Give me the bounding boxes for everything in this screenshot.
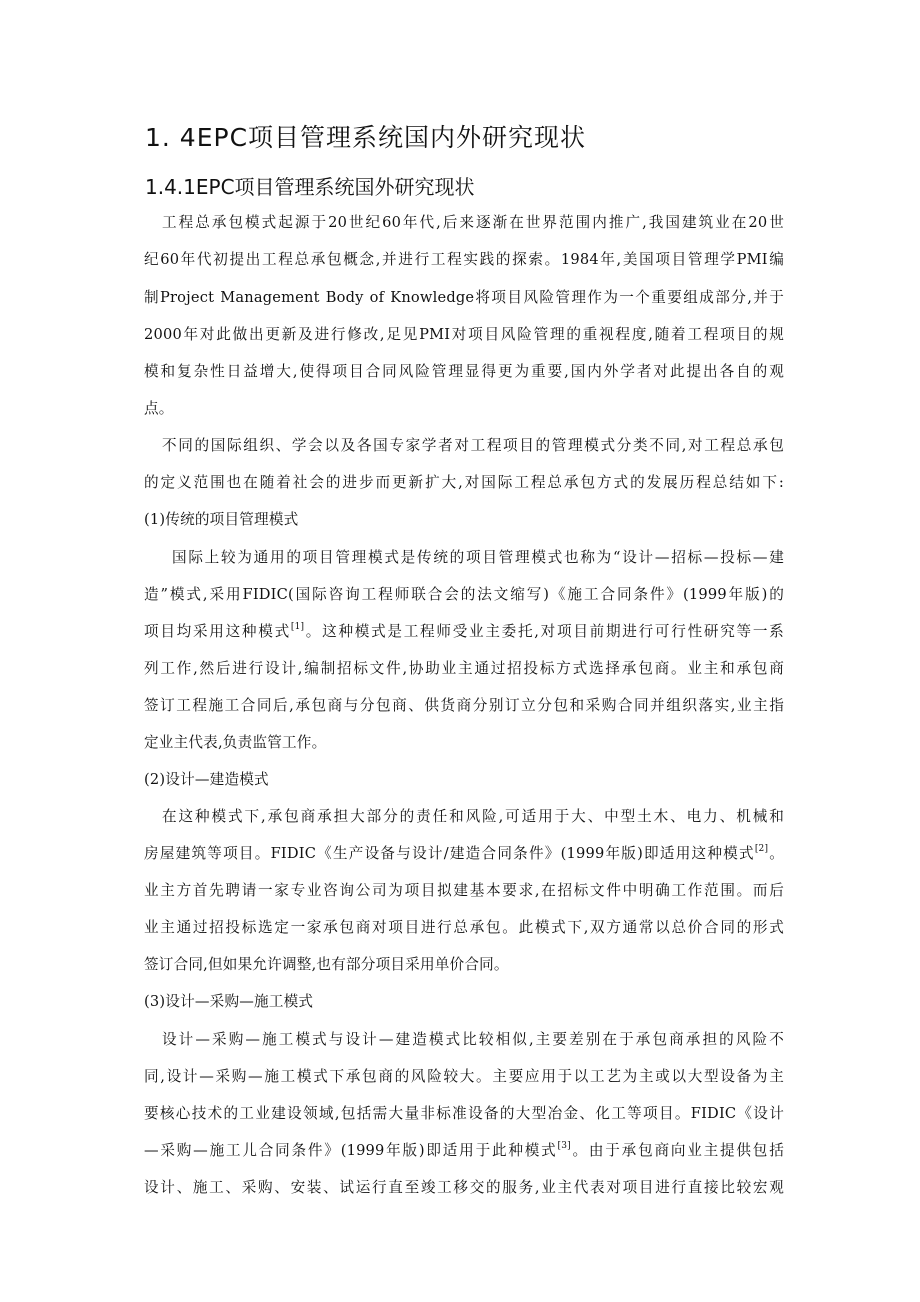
paragraph-line <box>144 844 784 864</box>
text-run: —采购—施工儿合同条件》(1999年版)即适用于此种模式 <box>144 1142 558 1159</box>
paragraph-line <box>144 1141 784 1161</box>
paragraph-line: 模和复杂性日益增大,使得项目合同风险管理显得更为重要,国内外学者对此提出各自的观 <box>144 363 784 380</box>
paragraph-line: 制Project Management Body of Knowledge将项目风险管理作为一个重要组成部分,并于 <box>144 289 784 306</box>
text-run: 房屋建筑等项目。FIDIC《生产设备与设计/建造合同条件》(1999年版)即适用这种模式 <box>144 845 755 862</box>
list-heading-1: (1)传统的项目管理模式 <box>144 511 299 528</box>
paragraph-line: 点。 <box>144 400 174 417</box>
paragraph-line: 签订工程施工合同后,承包商与分包商、供货商分别订立分包和采购合同并组织落实,业主指 <box>144 697 784 714</box>
paragraph-line: 定业主代表,负责监管工作。 <box>144 734 327 751</box>
paragraph-line: 造”模式,采用FIDIC(国际咨询工程师联合会的法文缩写)《施工合同条件》(1999年版)的 <box>144 586 784 603</box>
paragraph-line: 签订合同,但如果允许调整,也有部分项目采用单价合同。 <box>144 956 509 973</box>
list-heading-2: (2)设计—建造模式 <box>144 771 269 788</box>
paragraph-line: 国际上较为通用的项目管理模式是传统的项目管理模式也称为“设计—招标—投标—建 <box>172 549 784 566</box>
paragraph-line: 要核心技术的工业建设领域,包括需大量非标准设备的大型冶金、化工等项目。FIDIC《设计 <box>144 1105 784 1122</box>
paragraph-line: 不同的国际组织、学会以及各国专家学者对工程项目的管理模式分类不同,对工程总承包 <box>162 437 784 454</box>
paragraph-line: 业主通过招投标选定一家承包商对项目进行总承包。此模式下,双方通常以总价合同的形式 <box>144 919 784 936</box>
paragraph-line: 2000年对此做出更新及进行修改,足见PMI对项目风险管理的重视程度,随着工程项目的规 <box>144 326 784 343</box>
text-run: 项目均采用这种模式 <box>144 623 291 640</box>
section-title: 1. 4EPC项目管理系统国内外研究现状 <box>145 123 587 152</box>
paragraph-line <box>144 622 784 642</box>
text-run: 。这种模式是工程师受业主委托,对项目前期进行可行性研究等一系 <box>304 623 784 640</box>
subsection-title: 1.4.1EPC项目管理系统国外研究现状 <box>145 175 475 199</box>
citation-ref: [3] <box>557 1141 571 1151</box>
paragraph-line: 在这种模式下,承包商承担大部分的责任和风险,可适用于大、中型土木、电力、机械和 <box>162 808 784 825</box>
paragraph-line: 同,设计—采购—施工模式下承包商的风险较大。主要应用于以工艺为主或以大型设备为主 <box>144 1068 784 1085</box>
paragraph-line: 设计、施工、采购、安装、试运行直至竣工移交的服务,业主代表对项目进行直接比较宏观 <box>144 1179 784 1196</box>
paragraph-line: 业主方首先聘请一家专业咨询公司为项目拟建基本要求,在招标文件中明确工作范围。而后 <box>144 882 784 899</box>
citation-ref: [1] <box>290 622 305 632</box>
list-heading-3: (3)设计—采购—施工模式 <box>144 993 314 1010</box>
paragraph-line: 的定义范围也在随着社会的进步而更新扩大,对国际工程总承包方式的发展历程总结如下: <box>144 474 784 491</box>
text-run: 。由于承包商向业主提供包括 <box>570 1142 784 1159</box>
paragraph-line: 纪60年代初提出工程总承包概念,并进行工程实践的探索。1984年,美国项目管理学PMI编 <box>144 251 784 268</box>
citation-ref: [2] <box>754 844 769 854</box>
paragraph-line: 列工作,然后进行设计,编制招标文件,协助业主通过招投标方式选择承包商。业主和承包商 <box>144 660 784 677</box>
paragraph-line: 工程总承包模式起源于20世纪60年代,后来逐渐在世界范围内推广,我国建筑业在20世 <box>162 214 784 231</box>
paragraph-line: 设计—采购—施工模式与设计—建造模式比较相似,主要差别在于承包商承担的风险不 <box>162 1031 784 1048</box>
text-run: 。 <box>768 845 784 862</box>
